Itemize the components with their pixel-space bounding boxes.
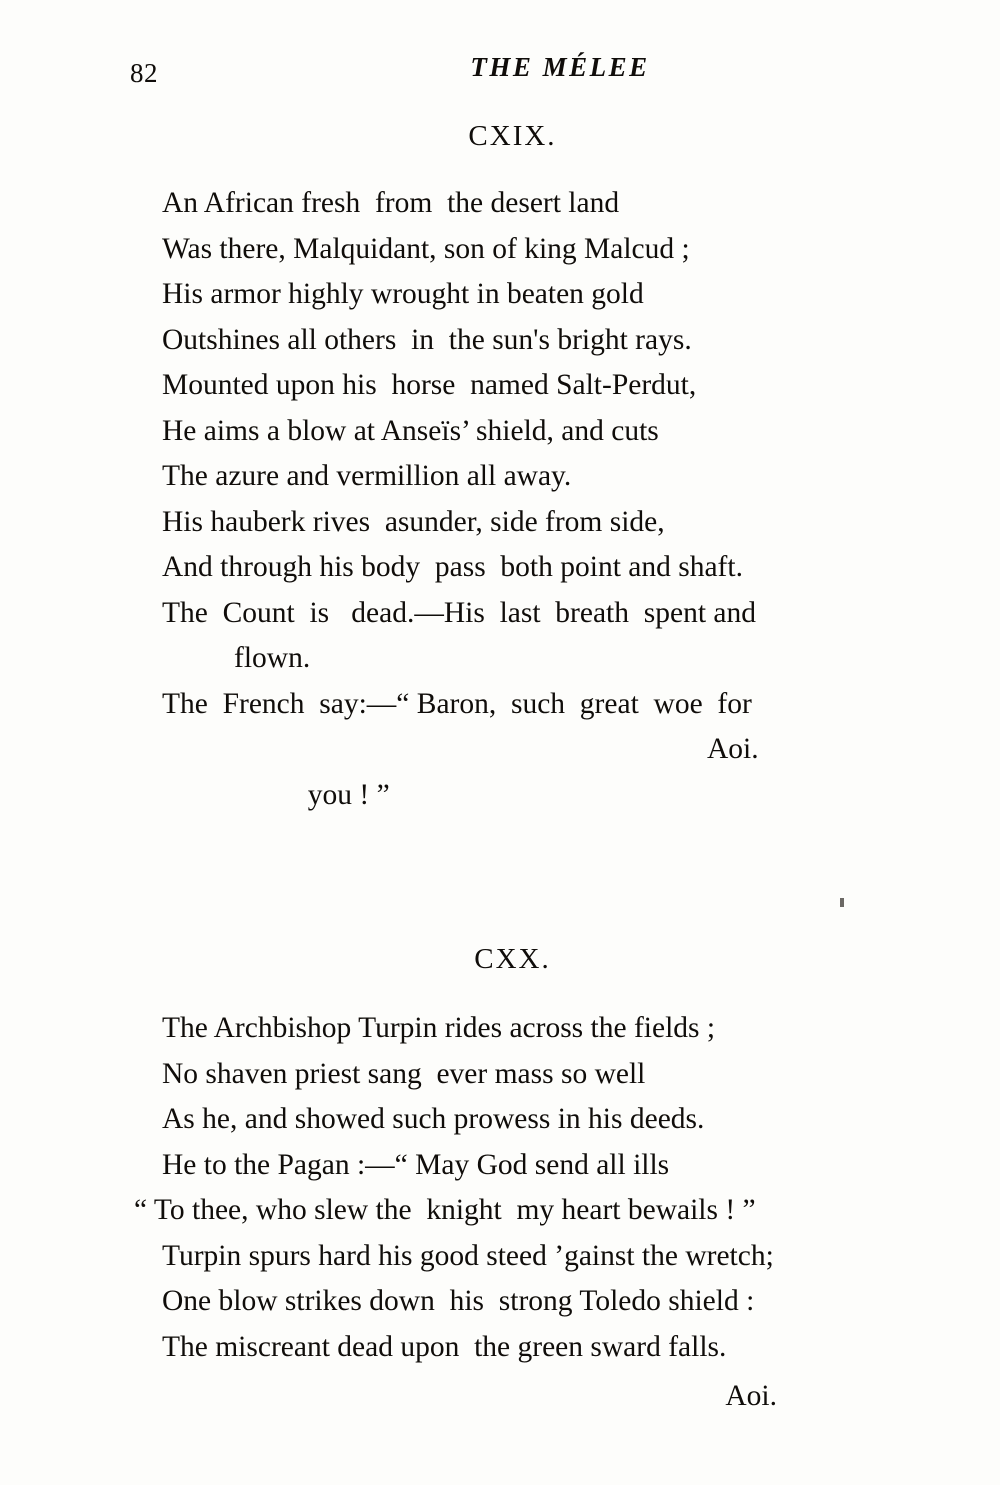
verse-line: He to the Pagan :—“ May God send all ills: [162, 1148, 670, 1181]
verse-line: Outshines all others in the sun's bright rays.: [162, 323, 692, 356]
verse-line: One blow strikes down his strong Toledo shield :: [162, 1285, 755, 1317]
verse-line: Turpin spurs hard his good steed ’gainst the wretch;: [162, 1239, 774, 1272]
verse-line-text: you ! ”: [307, 778, 390, 811]
laisse-number: CXIX.: [468, 120, 557, 152]
laisse-section: [130, 120, 875, 909]
verse-line: The French say:—“ Baron, such great woe for: [162, 687, 752, 720]
laisse-section: [130, 943, 875, 1420]
verse-line-runover: [162, 727, 875, 909]
verse-line: The Archbishop Turpin rides across the fields ;: [162, 1012, 716, 1044]
verse-line: The azure and vermillion all away.: [162, 460, 572, 492]
verse-line: He aims a blow at Anseïs’ shield, and cuts: [162, 414, 659, 447]
page-header: [130, 52, 870, 92]
verse-line: Mounted upon his horse named Salt-Perdut,: [162, 369, 697, 401]
verse-line: Was there, Malquidant, son of king Malcud ;: [162, 232, 690, 265]
verse-line-quoted: “ To thee, who slew the knight my heart bewails ! ”: [134, 1194, 756, 1226]
verse-line: No shaven priest sang ever mass so well: [162, 1057, 646, 1090]
verse-line: An African fresh from the desert land: [162, 187, 620, 219]
running-title: THE MÉLEE: [470, 52, 650, 82]
verse-line: The Count is dead.—His last breath spent and: [162, 596, 756, 629]
aoi-marker: Aoi.: [707, 733, 759, 765]
page-speck: [840, 898, 844, 907]
verse-line: His hauberk rives asunder, side from side,: [162, 505, 665, 538]
verse-block: [130, 181, 875, 909]
page-body: [130, 120, 875, 1446]
verse-line-runover: flown.: [234, 642, 311, 674]
aoi-marker: Aoi.: [725, 1380, 777, 1412]
verse-line: As he, and showed such prowess in his deeds.: [162, 1103, 705, 1135]
verse-line: And through his body pass both point and shaft.: [162, 551, 743, 583]
verse-line: His armor highly wrought in beaten gold: [162, 278, 644, 310]
verse-block: [130, 1006, 875, 1370]
verse-line: The miscreant dead upon the green sward falls.: [162, 1330, 727, 1363]
page-number: 82: [130, 58, 158, 88]
laisse-number: CXX.: [474, 943, 551, 975]
